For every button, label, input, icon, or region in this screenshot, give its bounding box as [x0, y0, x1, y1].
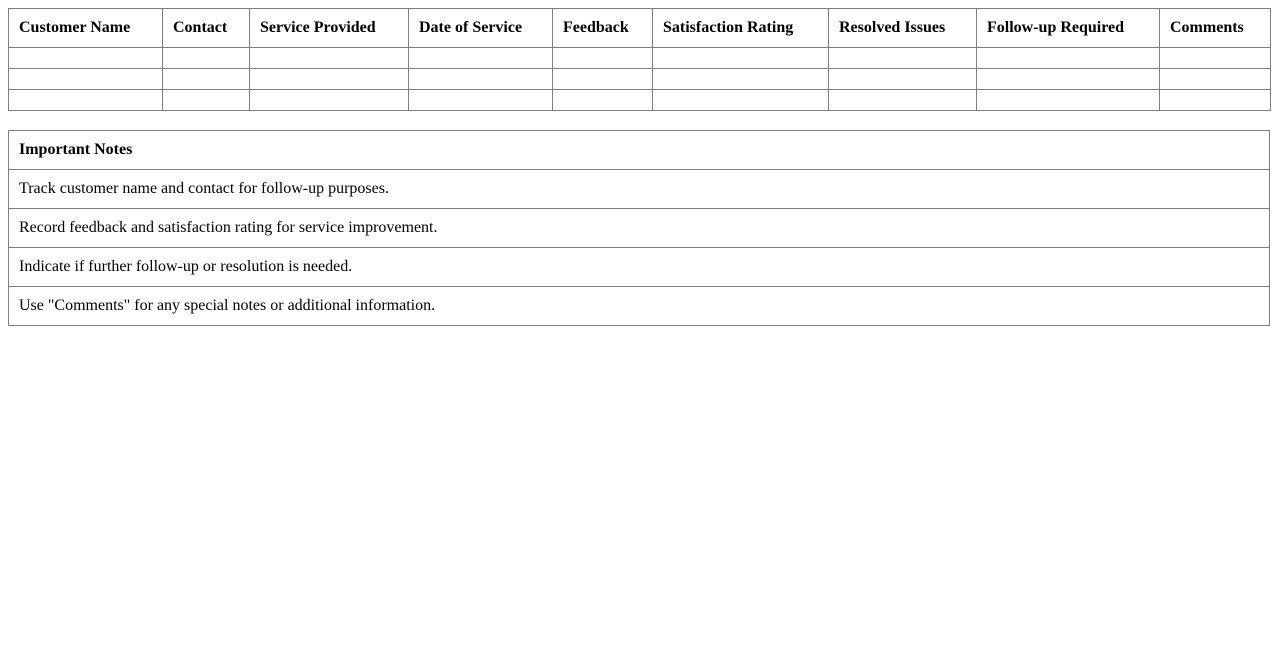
table-cell[interactable]	[653, 90, 829, 111]
header-feedback: Feedback	[553, 9, 653, 48]
table-cell[interactable]	[1160, 48, 1271, 69]
table-cell[interactable]	[9, 90, 163, 111]
note-text: Indicate if further follow-up or resolution is needed.	[9, 248, 1270, 287]
table-row	[9, 69, 1271, 90]
table-cell[interactable]	[250, 90, 409, 111]
table-cell[interactable]	[1160, 90, 1271, 111]
note-text: Track customer name and contact for follow-up purposes.	[9, 170, 1270, 209]
table-cell[interactable]	[829, 90, 977, 111]
header-customer-name: Customer Name	[9, 9, 163, 48]
header-contact: Contact	[163, 9, 250, 48]
table-cell[interactable]	[163, 69, 250, 90]
list-item	[9, 248, 1270, 287]
header-date-of-service: Date of Service	[409, 9, 553, 48]
table-cell[interactable]	[653, 69, 829, 90]
table-cell[interactable]	[409, 69, 553, 90]
table-cell[interactable]	[553, 48, 653, 69]
list-item	[9, 170, 1270, 209]
header-comments: Comments	[1160, 9, 1271, 48]
header-follow-up-required: Follow-up Required	[977, 9, 1160, 48]
header-resolved-issues: Resolved Issues	[829, 9, 977, 48]
table-cell[interactable]	[977, 48, 1160, 69]
table-cell[interactable]	[9, 69, 163, 90]
table-row	[9, 90, 1271, 111]
table-cell[interactable]	[250, 48, 409, 69]
notes-header-row	[9, 131, 1270, 170]
table-row	[9, 48, 1271, 69]
page-content	[8, 8, 1270, 326]
table-cell[interactable]	[553, 69, 653, 90]
table-cell[interactable]	[829, 69, 977, 90]
table-cell[interactable]	[977, 69, 1160, 90]
table-cell[interactable]	[977, 90, 1160, 111]
table-cell[interactable]	[250, 69, 409, 90]
table-cell[interactable]	[409, 48, 553, 69]
table-cell[interactable]	[1160, 69, 1271, 90]
note-text: Record feedback and satisfaction rating for service improvement.	[9, 209, 1270, 248]
list-item	[9, 287, 1270, 326]
table-cell[interactable]	[653, 48, 829, 69]
header-satisfaction-rating: Satisfaction Rating	[653, 9, 829, 48]
table-cell[interactable]	[409, 90, 553, 111]
list-item	[9, 209, 1270, 248]
customer-service-log-table	[8, 8, 1271, 111]
table-cell[interactable]	[163, 90, 250, 111]
note-text: Use "Comments" for any special notes or additional information.	[9, 287, 1270, 326]
table-cell[interactable]	[829, 48, 977, 69]
important-notes-table	[8, 130, 1270, 326]
table-cell[interactable]	[163, 48, 250, 69]
header-service-provided: Service Provided	[250, 9, 409, 48]
table-cell[interactable]	[9, 48, 163, 69]
table-cell[interactable]	[553, 90, 653, 111]
notes-title: Important Notes	[9, 131, 1270, 170]
table-header-row	[9, 9, 1271, 48]
